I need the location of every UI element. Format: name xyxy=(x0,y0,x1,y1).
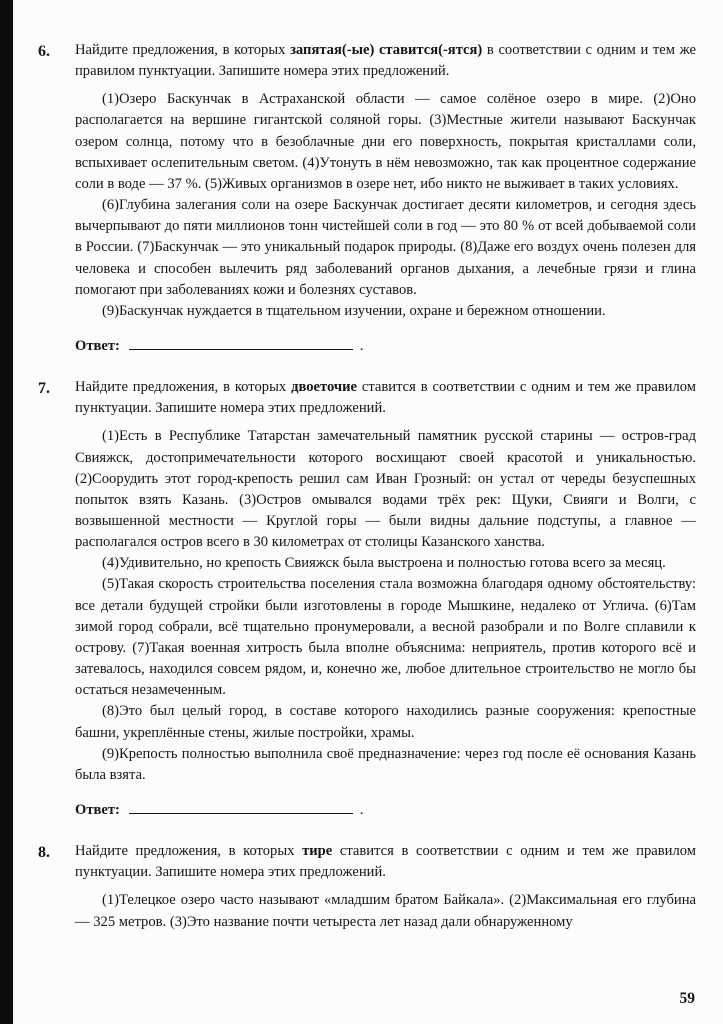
page-content xyxy=(38,40,696,953)
text-paragraph: (9)Крепость полностью выполнила своё предназначение: через год после её основания Казань была взята. xyxy=(75,745,696,783)
exercise-6 xyxy=(38,40,696,357)
exercise-prompt xyxy=(75,40,696,82)
prompt-text-post: ставится в соответствии с одним и тем же правилом пунктуации. Запишите номера этих предложений. xyxy=(75,843,696,881)
prompt-text-post: в соответствии с одним и тем же правилом пунктуации. Запишите номера этих предложений. xyxy=(75,42,696,80)
answer-label: Ответ: xyxy=(75,337,120,354)
exercise-prompt xyxy=(75,377,696,419)
text-paragraph: (4)Удивительно, но крепость Свияжск была выстроена и полностью готова всего за месяц. xyxy=(102,555,666,572)
prompt-keyword: двоеточие xyxy=(291,379,358,396)
answer-period: . xyxy=(359,801,364,818)
answer-blank[interactable] xyxy=(129,799,353,814)
exercise-prompt xyxy=(75,841,696,883)
text-paragraph: (1)Телецкое озеро часто называют «младшим братом Байкала». (2)Максимальная его глубина — 325 метров. (3)Это название почти четыреста лет назад дали обнаруженному xyxy=(75,892,696,930)
exercise-body xyxy=(75,40,696,357)
prompt-keyword: запятая(-ые) ставится(-ятся) xyxy=(290,42,483,58)
exercise-number: 8. xyxy=(38,844,50,862)
exercise-7 xyxy=(38,377,696,821)
exercise-body xyxy=(75,377,696,821)
prompt-text-pre: Найдите предложения, в которых xyxy=(75,42,291,58)
exercise-8 xyxy=(38,841,696,933)
text-paragraph: (9)Баскунчак нуждается в тщательном изучении, охране и бережном отношении. xyxy=(102,302,606,319)
prompt-keyword: тире xyxy=(302,843,333,860)
answer-blank[interactable] xyxy=(129,335,353,350)
text-paragraph: (1)Озеро Баскунчак в Астраханской области — самое солёное озеро в мире. (2)Оно располагается на вершине гигантской соляной горы. (3)Местные жители называют Баскунчак озером солнца, потому что в безоблачные дни его поверхность, покрытая кристаллами соли, вспыхивает ослепительным светом. (4)Утонуть в нём невозможно, так как процентное содержание соли в воде — 37 %. (5)Живых организмов в озере нет, ибо никто не выживает в таких условиях. xyxy=(75,91,696,192)
prompt-text-post: ставится в соответствии с одним и тем же правилом пунктуации. Запишите номера этих предложений. xyxy=(75,379,696,417)
page-number: 59 xyxy=(679,990,695,1007)
answer-row xyxy=(75,335,696,357)
exercise-number: 7. xyxy=(38,380,50,398)
text-paragraph: (1)Есть в Республике Татарстан замечательный памятник русской старины — остров-град Свияжск, достопримечательности которого восхищают своей красотой и уникальностью. (2)Соорудить этот город-крепость решил сам Иван Грозный: он устал от череды безуспешных попыток взять Казань. (3)Остров омывался водами трёх рек: Щуки, Свияги и Волги, с возвышенной местности — Круглой горы — были видны дальние подступы, а главное — располагался остров всего в 30 километрах от столицы Казанского ханства. xyxy=(75,428,696,551)
exercise-body xyxy=(75,841,696,933)
text-paragraph: (6)Глубина залегания соли на озере Баскунчак достигает десяти километров, и сегодня здесь вычерпывают до пяти миллионов тонн чистейшей соли в год — это 80 % от всей добываемой соли в России. (7)Баскунчак — это уникальный подарок природы. (8)Даже его воздух очень полезен для человека и способен вылечить ряд заболеваний органов дыхания, а лечебные грязи и глина помогают при заболеваниях кожи и болезнях суставов. xyxy=(75,197,696,298)
exercise-number: 6. xyxy=(38,43,50,60)
answer-period: . xyxy=(359,337,364,354)
text-paragraph: (8)Это был целый город, в составе которого находились разные сооружения: крепостные башни, укреплённые стены, жилые постройки, храмы. xyxy=(75,703,696,741)
prompt-text-pre: Найдите предложения, в которых xyxy=(75,379,292,396)
answer-row xyxy=(75,799,696,821)
page-gutter-shadow xyxy=(0,0,13,1024)
text-paragraph: (5)Такая скорость строительства поселения стала возможна благодаря одному обстоятельству: все детали будущей стройки были изготовлены в городе Мышкине, недалеко от Углича. (6)Там зимой город собрали, всё тщательно пронумеровали, а весной разобрали и по Волге сплавили к острову. (7)Такая военная хитрость была вполне объяснима: неприятель, против которого всё и затевалось, находился совсем рядом, и, конечно же, любое длительное строительство не могло бы остаться незамеченным. xyxy=(75,576,696,699)
answer-label: Ответ: xyxy=(75,801,120,818)
prompt-text-pre: Найдите предложения, в которых xyxy=(75,843,303,860)
